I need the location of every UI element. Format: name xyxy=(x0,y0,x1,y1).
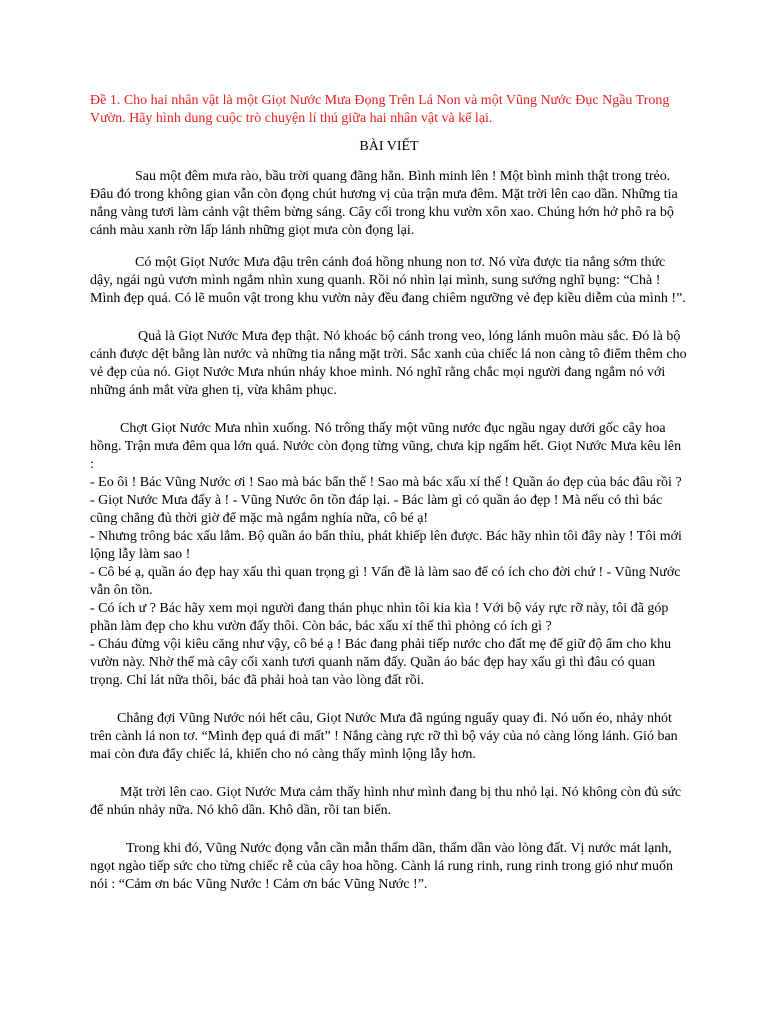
paragraph-1: Sau một đêm mưa rào, bầu trời quang đãng hẳn. Bình minh lên ! Một bình minh thật trong trẻo. Đâu đó trong không gian vẫn còn đọng chút hương vị của trận mưa đêm. Mặt trời lên cao dần. Những tia nắng vàng tươi làm cảnh vật thêm bừng sáng. Cây cối trong khu vườn xôn xao. Chúng hớn hở phô ra bộ cánh màu xanh rờn lấp lánh những giọt mưa còn đọng lại. xyxy=(90,169,678,238)
dialogue-line: - Nhưng trông bác xấu lắm. Bộ quần áo bẩn thỉu, phát khiếp lên được. Bác hãy nhìn tôi đây này ! Tôi mới lộng lẫy làm sao ! xyxy=(90,529,682,562)
paragraph-3: Quả là Giọt Nước Mưa đẹp thật. Nó khoác bộ cánh trong veo, lóng lánh muôn màu sắc. Đó là bộ cánh được dệt bằng làn nước và những tia nắng mặt trời. Sắc xanh của chiếc lá non càng tô điểm thêm cho vẻ đẹp của nó. Giọt Nước Mưa nhún nhảy khoe mình. Nó nghĩ rằng chắc mọi người đang ngắm nó với những ánh mắt vừa ghen tị, vừa khâm phục. xyxy=(90,329,687,398)
paragraph-4: Chợt Giọt Nước Mưa nhìn xuống. Nó trông thấy một vũng nước đục ngầu ngay dưới gốc cây hoa hồng. Trận mưa đêm qua lớn quá. Nước còn đọng từng vũng, chưa kịp ngấm hết. Giọt Nước Mưa kêu lên : xyxy=(90,421,682,472)
dialogue-line: - Eo ôi ! Bác Vũng Nước ơi ! Sao mà bác bẩn thế ! Sao mà bác xấu xí thế ! Quần áo đẹp của bác đâu rồi ? xyxy=(90,475,682,490)
paragraph-6: Mặt trời lên cao. Giọt Nước Mưa cảm thấy hình như mình đang bị thu nhỏ lại. Nó không còn đủ sức để nhún nhảy nữa. Nó khô dần. Khô dần, rồi tan biến. xyxy=(90,785,682,818)
section-heading: BÀI VIẾT xyxy=(359,139,419,154)
dialogue-line: - Cô bé ạ, quần áo đẹp hay xấu thì quan trọng gì ! Vấn đề là làm sao để có ích cho đời chứ ! - Vũng Nước vẫn ôn tồn. xyxy=(90,565,681,598)
paragraph-2: Có một Giọt Nước Mưa đậu trên cánh đoá hồng nhung non tơ. Nó vừa được tia nắng sớm thức dậy, ngái ngủ vươn mình ngắm nhìn xung quanh. Rồi nó nhìn lại mình, sung sướng nghĩ bụng: “Chà ! Mình đẹp quá. Có lẽ muôn vật trong khu vườn này đều đang chiêm ngưỡng vẻ đẹp kiều diễm của mình !”. xyxy=(90,255,686,306)
assignment-prompt: Đề 1. Cho hai nhân vật là một Giọt Nước Mưa Đọng Trên Lá Non và một Vũng Nước Đục Ngầu Trong Vườn. Hãy hình dung cuộc trò chuyện lí thú giữa hai nhân vật và kể lại. xyxy=(90,93,670,126)
dialogue-line: - Cháu đừng vội kiêu căng như vậy, cô bé ạ ! Bác đang phải tiếp nước cho đất mẹ để giữ độ ẩm cho khu vườn này. Nhờ thế mà cây cối xanh tươi quanh năm đấy. Quần áo bác đẹp hay xấu gì thì đâu có quan trọng. Chỉ lát nữa thôi, bác đã phải hoà tan vào lòng đất rồi. xyxy=(90,637,672,688)
paragraph-7: Trong khi đó, Vũng Nước đọng vẫn cần mẫn thấm dần, thấm dần vào lòng đất. Vị nước mát lạnh, ngọt ngào tiếp sức cho từng chiếc rễ của cây hoa hồng. Cành lá rung rinh, rung rinh trong gió như muốn nói : “Cảm ơn bác Vũng Nước ! Cảm ơn bác Vũng Nước !”. xyxy=(90,841,674,892)
dialogue-line: - Giọt Nước Mưa đấy à ! - Vũng Nước ôn tồn đáp lại. - Bác làm gì có quần áo đẹp ! Mà nếu có thì bác cũng chẳng đủ thời giờ để mặc mà ngắm nghía nữa, cô bé ạ! xyxy=(90,493,663,526)
paragraph-5: Chẳng đợi Vũng Nước nói hết câu, Giọt Nước Mưa đã ngúng nguẩy quay đi. Nó uốn éo, nhảy nhót trên cành lá non tơ. “Mình đẹp quá đi mất” ! Nắng càng rực rỡ thì bộ váy của nó càng lóng lánh. Gió ban mai còn đưa đẩy chiếc lá, khiến cho nó càng thấy mình lộng lẫy hơn. xyxy=(90,711,678,762)
dialogue-line: - Có ích ư ? Bác hãy xem mọi người đang thán phục nhìn tôi kia kìa ! Với bộ váy rực rỡ này, tôi đã góp phần làm đẹp cho khu vườn đấy thôi. Còn bác, bác xấu xí thế thì phỏng có ích gì ? xyxy=(90,601,669,634)
